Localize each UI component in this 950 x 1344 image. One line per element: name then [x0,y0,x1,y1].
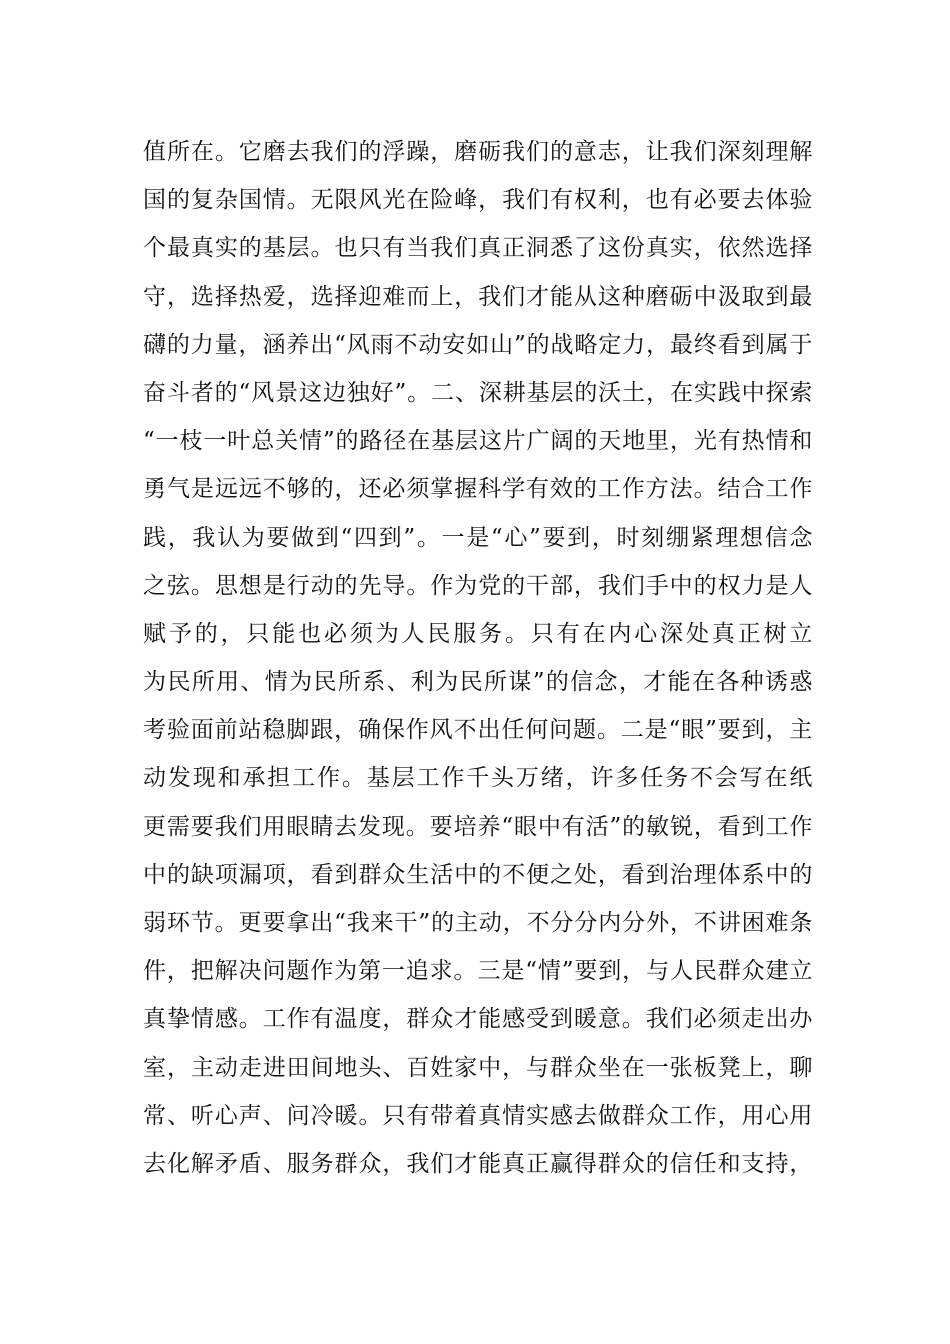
text-line: 常、听心声、问冷暖。只有带着真情实感去做群众工作，用心用 [143,1102,813,1129]
text-line: 中的缺项漏项，看到群众生活中的不便之处，看到治理体系中的 [143,861,813,888]
text-line: 勇气是远远不够的，还必须掌握科学有效的工作方法。结合工作 [143,476,813,503]
text-line: 之弦。思想是行动的先导。作为党的干部，我们手中的权力是人 [143,572,813,599]
text-line: 更需要我们用眼睛去发现。要培养“眼中有活”的敏锐，看到工作 [143,813,813,840]
text-line: 赋予的，只能也必须为人民服务。只有在内心深处真正树立 [143,620,813,647]
text-line: 件，把解决问题作为第一追求。三是“情”要到，与人民群众建立 [143,958,813,985]
text-line: 去化解矛盾、服务群众，我们才能真正赢得群众的信任和支持， [143,1150,813,1177]
body-text [143,128,813,1188]
text-line: 守，选择热爱，选择迎难而上，我们才能从这种磨砺中汲取到最 [143,283,813,310]
text-line: 室，主动走进田间地头、百姓家中，与群众坐在一张板凳上，聊 [143,1054,813,1081]
text-line: “一枝一叶总关情”的路径在基层这片广阔的天地里，光有热情和 [143,428,813,455]
text-line: 真挚情感。工作有温度，群众才能感受到暖意。我们必须走出办 [143,1006,813,1033]
text-line: 动发现和承担工作。基层工作千头万绪，许多任务不会写在纸 [143,765,813,792]
text-line: 国的复杂国情。无限风光在险峰，我们有权利，也有必要去体验 [143,187,813,214]
text-line: 践，我认为要做到“四到”。一是“心”要到，时刻绷紧理想信念 [143,524,813,551]
text-line: 值所在。它磨去我们的浮躁，磨砺我们的意志，让我们深刻理解 [143,139,813,165]
text-line: 考验面前站稳脚跟，确保作风不出任何问题。二是“眼”要到，主 [143,717,813,744]
text-line: 弱环节。更要拿出“我来干”的主动，不分分内分外，不讲困难条 [143,910,813,936]
text-line: 礴的力量，涵养出“风雨不动安如山”的战略定力，最终看到属于 [143,331,813,358]
text-line: 个最真实的基层。也只有当我们真正洞悉了这份真实，依然选择 [143,235,813,262]
text-line: 为民所用、情为民所系、利为民所谋”的信念，才能在各种诱惑 [143,669,813,696]
text-line: 奋斗者的“风景这边独好”。二、深耕基层的沃土，在实践中探索 [143,379,813,406]
